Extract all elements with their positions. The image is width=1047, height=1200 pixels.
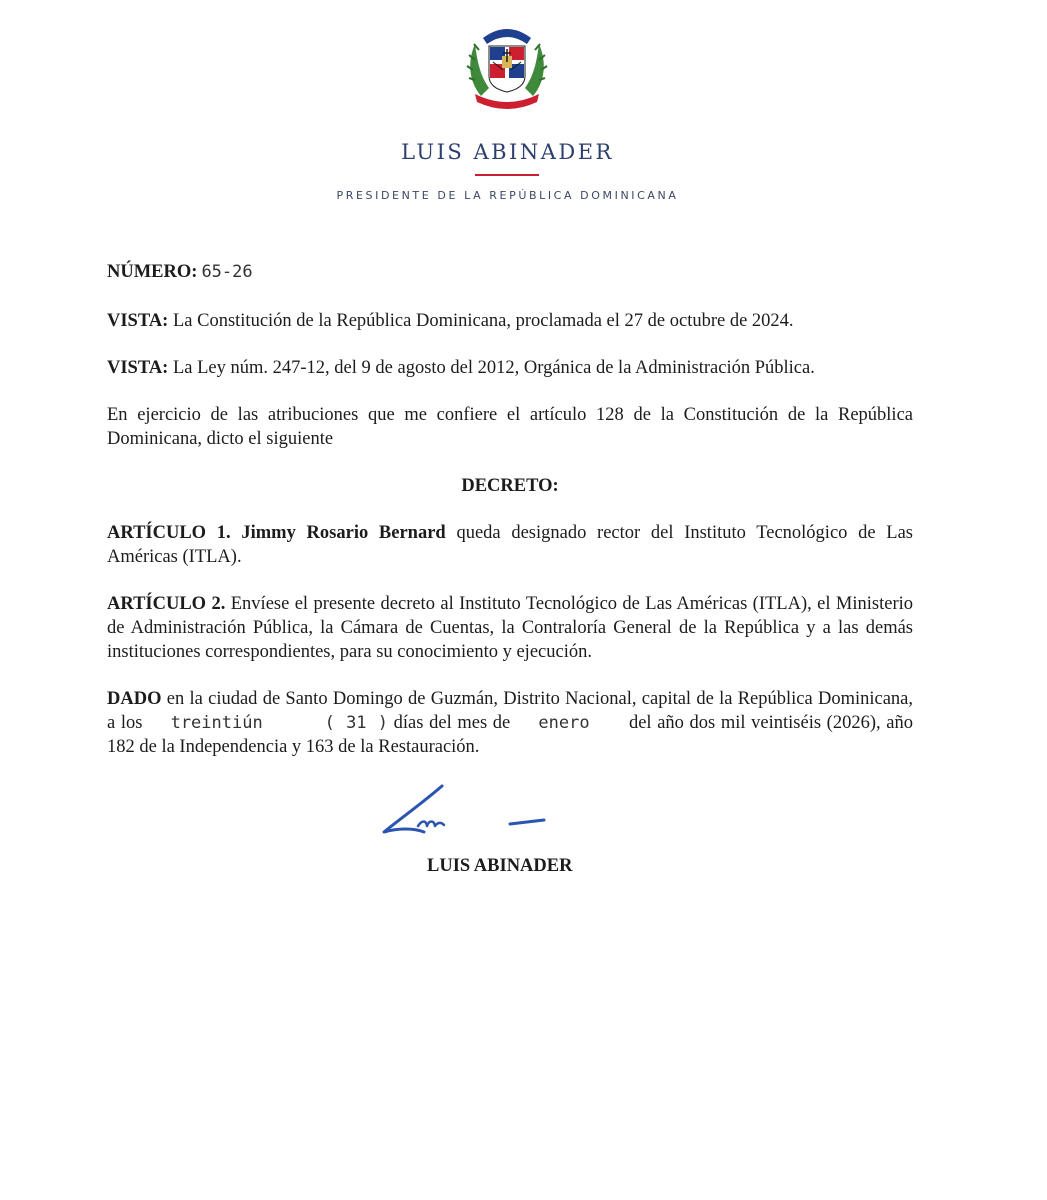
dado-label: DADO — [107, 689, 162, 709]
appointee-name: Jimmy Rosario Bernard — [241, 523, 446, 543]
decree-number — [107, 260, 913, 284]
vista-law — [107, 356, 913, 380]
day-number: ( 31 ) — [324, 713, 389, 733]
vista-label: VISTA: — [107, 311, 169, 331]
header-divider — [475, 174, 539, 176]
vista-text: La Ley núm. 247-12, del 9 de agosto del 2012, Orgánica de la Administración Pública. — [172, 358, 815, 378]
article-label: ARTÍCULO 2. — [107, 594, 226, 614]
dado-text: en la ciudad de Santo Domingo de Guzmán, Distrito Nacional, capital de la República Dominicana, a los — [107, 689, 914, 733]
article-label: ARTÍCULO 1. — [107, 523, 231, 543]
dado-paragraph — [107, 687, 913, 759]
article-1 — [107, 521, 913, 569]
coat-of-arms-icon — [463, 18, 551, 110]
signer-name: LUIS ABINADER — [427, 856, 573, 876]
article-2 — [107, 592, 913, 664]
vista-label: VISTA: — [107, 358, 169, 378]
signature-image — [378, 782, 558, 846]
vista-constitution — [107, 309, 913, 333]
header-name: LUIS ABINADER — [401, 140, 614, 164]
month: enero — [538, 713, 590, 733]
decree-body — [107, 260, 913, 782]
article-text: queda designado rector del Instituto Tecnológico de Las Américas (ITLA). — [107, 523, 914, 567]
decree-heading: DECRETO: — [461, 476, 559, 496]
decree-number-value: 65-26 — [201, 262, 253, 282]
day-words: treintiún — [170, 713, 263, 733]
decree-number-label: NÚMERO: — [107, 262, 198, 282]
dado-text: días del mes de — [393, 713, 511, 733]
vista-text: La Constitución de la República Dominicana, proclamada el 27 de octubre de 2024. — [172, 311, 794, 331]
header-title: PRESIDENTE DE LA REPÚBLICA DOMINICANA — [336, 189, 679, 202]
article-text: Envíese el presente decreto al Instituto Tecnológico de Las Américas (ITLA), el Ministerio de Administración Pública, la Cámara de Cuentas, la Contraloría General de la República y a las demás instituciones correspondientes, para su conocimiento y ejecución. — [107, 594, 913, 662]
dado-text: del año dos mil veintiséis (2026), año 182 de la Independencia y 163 de la Restauración. — [107, 713, 913, 757]
ejercicio-paragraph: En ejercicio de las atribuciones que me confiere el artículo 128 de la Constitución de la República Dominicana, dicto el siguiente — [107, 405, 913, 449]
